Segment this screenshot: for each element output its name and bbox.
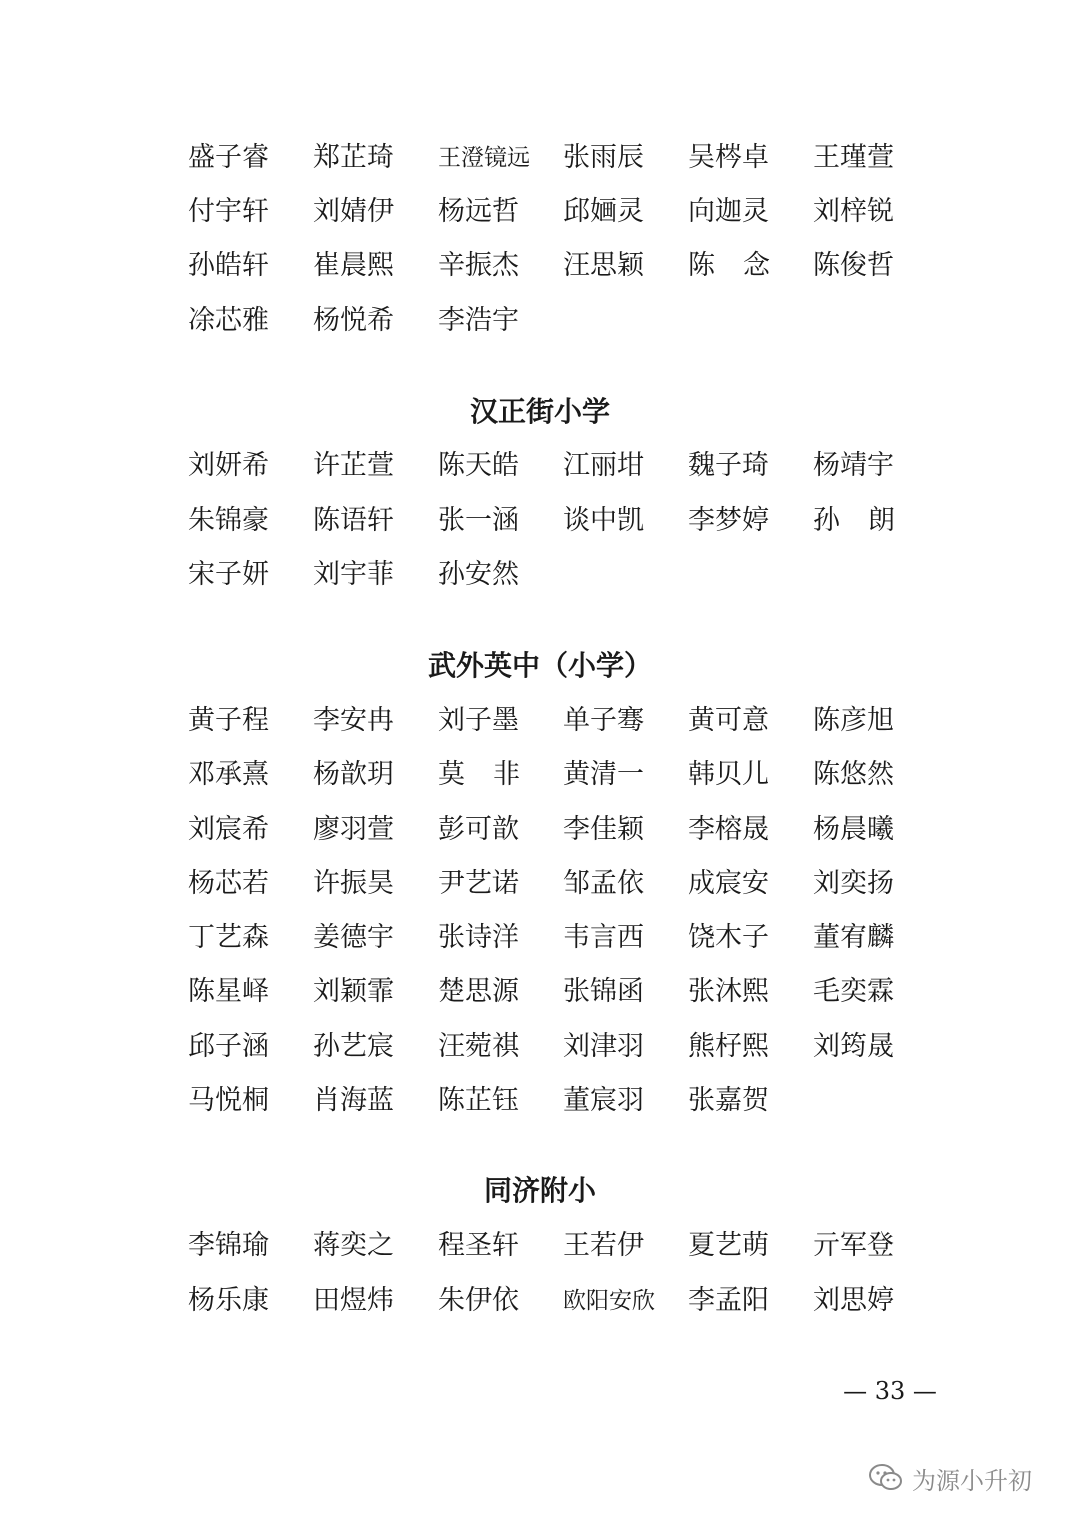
name-row [0, 864, 1080, 904]
student-name: 刘颖霏 [313, 976, 394, 1007]
name-row [0, 755, 1080, 795]
name-row [0, 246, 1080, 286]
student-name: 黄子程 [188, 705, 269, 736]
student-name: 刘奕扬 [813, 868, 894, 899]
student-name: 魏子琦 [688, 450, 769, 481]
student-name: 杨乐康 [188, 1285, 269, 1316]
student-name: 刘子墨 [438, 705, 519, 736]
student-name: 吴梣卓 [688, 142, 769, 173]
student-name: 刘思婷 [813, 1285, 894, 1316]
student-name: 刘妍希 [188, 450, 269, 481]
student-name: 夏艺萌 [688, 1230, 769, 1261]
student-name: 辛振杰 [438, 250, 519, 281]
student-name: 江丽坩 [563, 450, 644, 481]
student-name: 毛奕霖 [813, 976, 894, 1007]
student-name: 程圣轩 [438, 1230, 519, 1261]
student-name: 刘婧伊 [313, 196, 394, 227]
student-name: 亓军登 [813, 1230, 894, 1261]
student-name: 田煜炜 [313, 1285, 394, 1316]
student-name: 孙艺宸 [313, 1031, 394, 1062]
student-name: 邱婳灵 [563, 196, 644, 227]
name-row [0, 972, 1080, 1012]
student-name: 汪思颖 [563, 250, 644, 281]
name-row [0, 301, 1080, 341]
wechat-icon [868, 1463, 904, 1493]
student-name: 杨远哲 [438, 196, 519, 227]
student-name: 凃芯雅 [188, 305, 269, 336]
name-row [0, 810, 1080, 850]
student-name: 张一涵 [438, 505, 519, 536]
student-name: 盛子睿 [188, 142, 269, 173]
student-name: 汪菀祺 [438, 1031, 519, 1062]
student-name: 刘梓锐 [813, 196, 894, 227]
student-name: 饶木子 [688, 922, 769, 953]
student-name: 成宸安 [688, 868, 769, 899]
student-name: 莫非 [438, 759, 548, 790]
page-number: — 33 — [843, 1377, 937, 1405]
name-row [0, 501, 1080, 541]
name-row [0, 918, 1080, 958]
name-row [0, 192, 1080, 232]
watermark-text: 为源小升初 [912, 1466, 1032, 1495]
student-name: 刘筠晟 [813, 1031, 894, 1062]
student-name: 韦言西 [563, 922, 644, 953]
section-heading: 武外英中（小学） [427, 649, 652, 682]
student-name: 刘宸希 [188, 814, 269, 845]
student-name: 宋子妍 [188, 559, 269, 590]
student-name: 陈俊哲 [813, 250, 894, 281]
student-name: 王若伊 [563, 1230, 644, 1261]
student-name: 杨晨曦 [813, 814, 894, 845]
student-name: 杨芯若 [188, 868, 269, 899]
student-name: 王瑾萱 [813, 142, 894, 173]
student-name: 欧阳安欣 [563, 1288, 655, 1314]
student-name: 韩贝儿 [688, 759, 769, 790]
name-row [0, 1027, 1080, 1067]
student-name: 许振昊 [313, 868, 394, 899]
student-name: 李孟阳 [688, 1285, 769, 1316]
student-name: 王澄镜远 [438, 145, 530, 171]
student-name: 张嘉贺 [688, 1085, 769, 1116]
student-name: 崔晨熙 [313, 250, 394, 281]
student-name: 丁艺森 [188, 922, 269, 953]
student-name: 孙朗 [813, 505, 923, 536]
student-name: 董宸羽 [563, 1085, 644, 1116]
watermark [868, 1458, 1032, 1498]
student-name: 李榕晟 [688, 814, 769, 845]
student-name: 陈语轩 [313, 505, 394, 536]
student-name: 李浩宇 [438, 305, 519, 336]
student-name: 陈彦旭 [813, 705, 894, 736]
student-name: 黄可意 [688, 705, 769, 736]
student-name: 许芷萱 [313, 450, 394, 481]
name-row [0, 446, 1080, 486]
student-name: 付宇轩 [188, 196, 269, 227]
student-name: 孙皓轩 [188, 250, 269, 281]
student-name: 杨歆玥 [313, 759, 394, 790]
student-name: 尹艺诺 [438, 868, 519, 899]
name-row [0, 701, 1080, 741]
student-name: 张雨辰 [563, 142, 644, 173]
student-name: 廖羽萱 [313, 814, 394, 845]
name-row [0, 1226, 1080, 1266]
student-name: 马悦桐 [188, 1085, 269, 1116]
student-name: 陈悠然 [813, 759, 894, 790]
name-row [0, 1281, 1080, 1321]
student-name: 邱子涵 [188, 1031, 269, 1062]
student-name: 李安冉 [313, 705, 394, 736]
student-name: 邓承熹 [188, 759, 269, 790]
student-name: 陈芷钰 [438, 1085, 519, 1116]
student-name: 刘津羽 [563, 1031, 644, 1062]
student-name: 张诗洋 [438, 922, 519, 953]
student-name: 杨悦希 [313, 305, 394, 336]
student-name: 李梦婷 [688, 505, 769, 536]
student-name: 杨靖宇 [813, 450, 894, 481]
student-name: 郑芷琦 [313, 142, 394, 173]
student-name: 谈中凯 [563, 505, 644, 536]
student-name: 楚思源 [438, 976, 519, 1007]
student-name: 彭可歆 [438, 814, 519, 845]
student-name: 刘宇菲 [313, 559, 394, 590]
student-name: 熊杍熙 [688, 1031, 769, 1062]
student-name: 黄清一 [563, 759, 644, 790]
student-name: 陈星峄 [188, 976, 269, 1007]
student-name: 张锦函 [563, 976, 644, 1007]
student-name: 朱伊依 [438, 1285, 519, 1316]
name-row [0, 138, 1080, 178]
student-name: 董宥麟 [813, 922, 894, 953]
student-name: 张沐熙 [688, 976, 769, 1007]
section-heading: 汉正街小学 [469, 395, 610, 428]
name-row [0, 1081, 1080, 1121]
student-name: 陈天皓 [438, 450, 519, 481]
student-name: 朱锦豪 [188, 505, 269, 536]
student-name: 向迦灵 [688, 196, 769, 227]
student-name: 肖海蓝 [313, 1085, 394, 1116]
student-name: 邹孟依 [563, 868, 644, 899]
student-name: 陈念 [688, 250, 798, 281]
student-name: 单子骞 [563, 705, 644, 736]
student-name: 李锦瑜 [188, 1230, 269, 1261]
student-name: 李佳颖 [563, 814, 644, 845]
student-name: 姜德宇 [313, 922, 394, 953]
student-name: 蒋奕之 [313, 1230, 394, 1261]
student-name: 孙安然 [438, 559, 519, 590]
section-heading: 同济附小 [483, 1174, 596, 1207]
name-row [0, 555, 1080, 595]
